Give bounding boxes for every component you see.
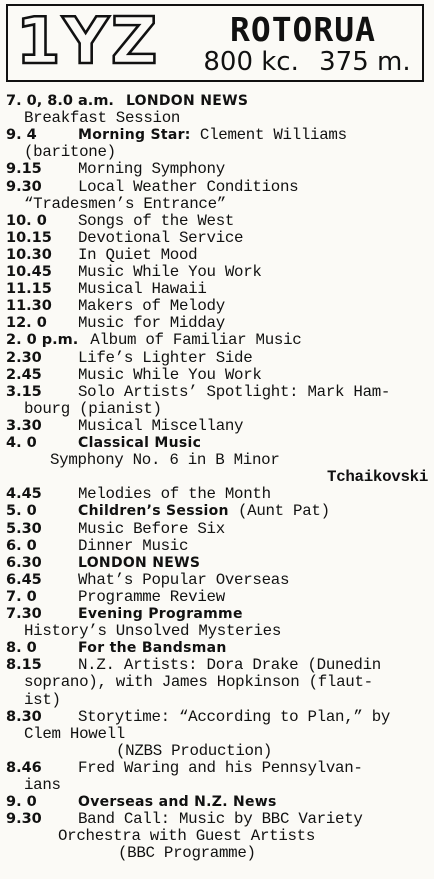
entry-title: Devotional Service [78,228,244,247]
entry-continuation: bourg (pianist) [24,399,162,418]
entry-title: Music Before Six [78,519,225,538]
entry-time: 9.30 [6,811,42,828]
station-header [6,4,424,82]
entry-time: 4.45 [6,486,42,503]
entry-time: 6.45 [6,571,42,588]
schedule-entry [6,297,225,315]
entry-time: 5.30 [6,520,42,537]
schedule-entry [6,793,277,811]
entry-time: 11.15 [6,281,52,298]
schedule-entry [6,605,243,623]
entry-title: Music While You Work [78,365,262,384]
schedule-entry [6,349,252,367]
entry-continuation: Symphony No. 6 in B Minor [50,451,280,470]
entry-time: 4. 0 [6,435,37,451]
entry-time: 6.30 [6,554,42,571]
entry-time: 10.30 [6,246,52,263]
entry-continuation: Clem Howell [24,724,125,743]
entry-time: 5. 0 [6,503,37,520]
entry-title: Storytime: “According to Plan,” by [78,707,391,726]
schedule-entry [6,520,225,538]
schedule-entry [6,417,243,435]
entry-title: Morning Symphony [78,160,225,179]
entry-title: (Aunt Pat) [228,502,330,521]
entry-continuation: ians [24,776,61,794]
entry-time: 7.30 [6,606,42,622]
station-name: ROTORUA [229,10,377,49]
entry-highlight: LONDON NEWS [78,554,201,571]
entry-continuation: “Tradesmen’s Entrance” [24,194,226,213]
entry-highlight: For the Bandsman [78,640,227,657]
entry-time: 3.30 [6,417,42,434]
schedule-entry [6,537,188,555]
entry-title: Programme Review [78,587,225,606]
frequency-kc: 800 kc. [203,47,299,77]
entry-highlight: Classical Music [78,435,202,451]
entry-time: 2.30 [6,349,42,366]
entry-title: Album of Familiar Music [90,331,302,350]
entry-title: What’s Popular Overseas [78,570,290,589]
schedule-entry [6,383,390,401]
entry-highlight: Morning Star: [78,127,191,144]
schedule-entry [6,280,207,298]
entry-time: 10.15 [6,229,52,246]
entry-highlight: Children’s Session [78,503,229,520]
entry-time: 8.30 [6,708,42,725]
entry-title: N.Z. Artists: Dora Drake (Dunedin [78,656,381,675]
entry-time: 8.15 [6,657,42,674]
entry-time: 2.45 [6,366,42,383]
entry-continuation: (baritone) [24,143,116,162]
entry-time: 8. 0 [6,640,37,657]
schedule-entry [6,588,225,606]
schedule-entry [6,639,227,657]
schedule-entry [6,212,234,230]
frequency [192,46,422,78]
schedule-entry [6,810,363,828]
entry-title: Fred Waring and his Pennsylvan- [78,758,363,777]
schedule-entry [6,160,225,178]
entry-continuation: soprano), with James Hopkinson (flaut- [24,673,373,692]
entry-title: Melodies of the Month [78,485,271,504]
entry-continuation: (NZBS Production) [116,741,273,760]
entry-title: Band Call: Music by BBC Variety [78,810,363,829]
schedule-entry [6,485,271,503]
schedule-entry [6,708,390,726]
entry-time: 6. 0 [6,537,37,554]
entry-highlight: LONDON NEWS [125,93,249,109]
entry-continuation: (BBC Programme) [118,844,256,863]
callsign: 1YZ [16,5,160,79]
entry-time: 10. 0 [6,212,47,229]
schedule-entry [6,92,248,110]
schedule-entry [6,229,243,247]
schedule-entry [6,263,262,281]
entry-time: 3.15 [6,383,42,400]
schedule-entry [6,178,298,196]
schedule-entry [6,502,330,520]
schedule-entry [6,314,225,332]
wavelength: 375 m. [319,47,411,77]
entry-time: 12. 0 [6,315,47,332]
schedule-entry [6,759,363,777]
schedule-entry [6,246,197,264]
entry-time: 7. 0, 8.0 a.m. [6,93,114,109]
entry-time: 10.45 [6,264,52,280]
entry-title: Music While You Work [78,263,262,281]
schedule-entry [6,571,289,589]
entry-highlight: Evening Programme [78,606,243,622]
entry-title: Songs of the West [78,211,235,230]
composer-name: Tchaikovski [327,468,428,487]
entry-time: 9.30 [6,178,42,195]
entry-continuation: History’s Unsolved Mysteries [24,622,282,641]
schedule-entry [6,331,301,349]
entry-title: Local Weather Conditions [78,177,299,196]
entry-title: Dinner Music [78,536,189,555]
entry-time: 9. 0 [6,794,37,811]
entry-continuation: ist) [24,690,61,709]
entry-title: Musical Hawaii [78,280,207,299]
entry-highlight: Overseas and N.Z. News [78,794,277,811]
entry-title: Musical Miscellany [78,416,244,435]
schedule-entry [6,656,381,674]
entry-continuation: Orchestra with Guest Artists [58,827,316,846]
entry-title: Music for Midday [78,314,225,333]
schedule-entry [6,554,200,572]
entry-time: 11.30 [6,298,52,315]
entry-time: 7. 0 [6,588,37,605]
entry-time: 2. 0 p.m. [6,332,79,349]
entry-title: Clement Williams [190,126,347,145]
entry-time: 9. 4 [6,127,37,144]
entry-title: In Quiet Mood [78,245,198,264]
entry-time: 9.15 [6,161,42,178]
entry-title: Solo Artists’ Spotlight: Mark Ham- [78,382,391,401]
entry-title: Makers of Melody [78,297,225,316]
schedule-entry [6,126,347,144]
entry-time: 8.46 [6,759,42,776]
entry-title: Life’s Lighter Side [78,348,253,367]
entry-continuation: Breakfast Session [24,109,181,128]
schedule-entry [6,434,201,452]
schedule-entry [6,366,262,384]
